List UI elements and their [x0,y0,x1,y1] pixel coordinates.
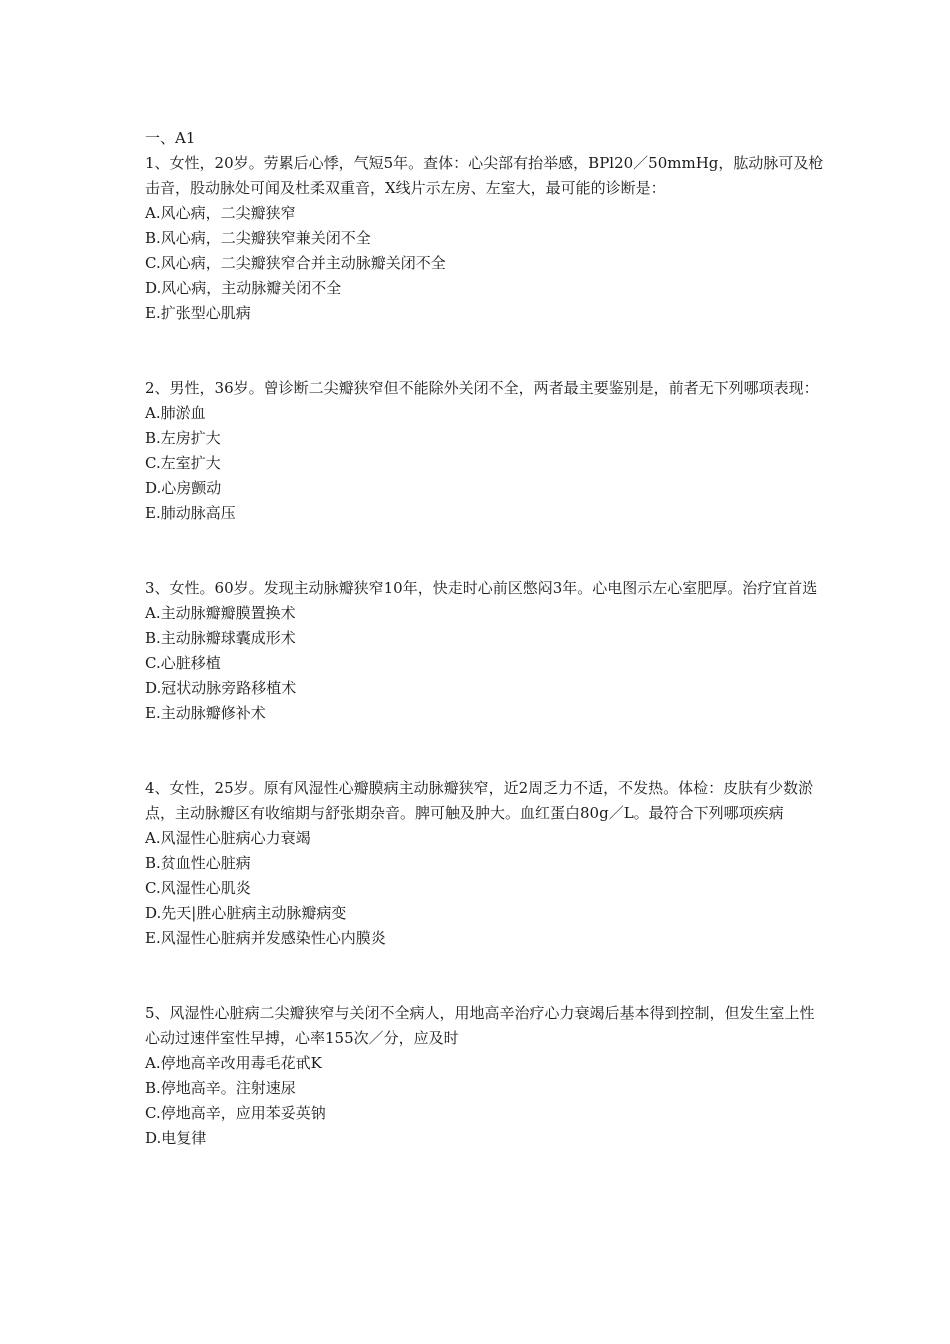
question-spacer [145,951,825,1001]
question-list [145,151,825,1151]
question-4 [145,776,825,951]
answer-option: A.风心病，二尖瓣狭窄 [145,204,296,222]
answer-option: C.心脏移植 [145,654,221,672]
question-spacer [145,726,825,776]
question-3 [145,576,825,726]
question-spacer [145,326,825,376]
answer-option: B.主动脉瓣球囊成形术 [145,629,296,647]
answer-option: C.风心病，二尖瓣狭窄合并主动脉瓣关闭不全 [145,254,446,272]
question-stem: 1、女性，20岁。劳累后心悸，气短5年。查体：心尖部有抬举感，BPl20／50mmHg，肱动脉可及枪击音，股动脉处可闻及杜柔双重音，X线片示左房、左室大，最可能的诊断是： [145,154,824,197]
answer-option: D.电复律 [145,1129,207,1147]
question-stem: 3、女性。60岁。发现主动脉瓣狭窄10年，快走时心前区憋闷3年。心电图示左心室肥厚。治疗宜首选 [145,579,818,597]
answer-option: B.贫血性心脏病 [145,854,251,872]
answer-option: C.风湿性心肌炎 [145,879,251,897]
answer-option: C.左室扩大 [145,454,221,472]
question-2 [145,376,825,526]
answer-option: E.肺动脉高压 [145,504,236,522]
question-stem: 4、女性，25岁。原有风湿性心瓣膜病主动脉瓣狭窄，近2周乏力不适，不发热。体检：皮肤有少数淤点，主动脉瓣区有收缩期与舒张期杂音。脾可触及肿大。血红蛋白80g／L。最符合下列哪项疾病 [145,779,814,822]
answer-option: E.扩张型心肌病 [145,304,251,322]
question-5 [145,1001,825,1151]
answer-option: A.主动脉瓣瓣膜置换术 [145,604,296,622]
question-stem: 2、男性，36岁。曾诊断二尖瓣狭窄但不能除外关闭不全，两者最主要鉴别是，前者无下列哪项表现： [145,379,819,397]
document-page [145,126,825,1151]
answer-option: E.主动脉瓣修补术 [145,704,266,722]
answer-option: D.冠状动脉旁路移植术 [145,679,297,697]
answer-option: B.风心病，二尖瓣狭窄兼关闭不全 [145,229,371,247]
question-stem: 5、风湿性心脏病二尖瓣狭窄与关闭不全病人，用地高辛治疗心力衰竭后基本得到控制，但发生室上性心动过速伴室性早搏，心率155次／分，应及时 [145,1004,815,1047]
answer-option: A.肺淤血 [145,404,206,422]
answer-option: B.停地高辛。注射速尿 [145,1079,296,1097]
answer-option: D.心房颤动 [145,479,222,497]
answer-option: E.风湿性心脏病并发感染性心内膜炎 [145,929,386,947]
question-spacer [145,526,825,576]
answer-option: A.停地高辛改用毒毛花甙K [145,1054,322,1072]
answer-option: C.停地高辛，应用苯妥英钠 [145,1104,326,1122]
answer-option: D.先天|胜心脏病主动脉瓣病变 [145,904,347,922]
answer-option: B.左房扩大 [145,429,221,447]
answer-option: D.风心病，主动脉瓣关闭不全 [145,279,342,297]
section-title: 一、A1 [145,129,196,147]
answer-option: A.风湿性心脏病心力衰竭 [145,829,311,847]
question-1 [145,151,825,326]
